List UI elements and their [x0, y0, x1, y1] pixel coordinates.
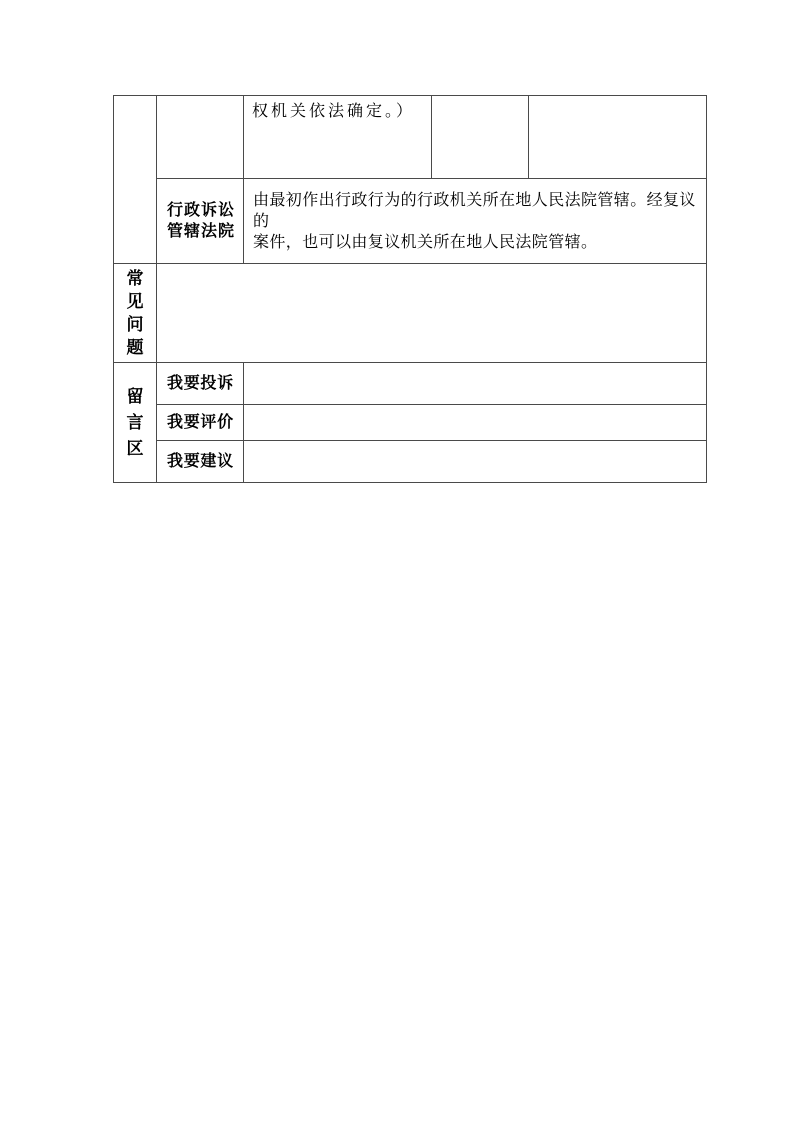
evaluation-label: 我要评价	[157, 405, 244, 441]
litigation-court-label	[157, 179, 244, 264]
left-merged-empty-cell	[114, 96, 157, 264]
complaint-label: 我要投诉	[157, 363, 244, 405]
continuation-empty-cell-2	[529, 96, 706, 179]
message-section-label-text: 留言区	[126, 386, 144, 458]
faq-section-label-text: 常见问题	[126, 269, 144, 357]
faq-content-cell	[157, 264, 706, 363]
litigation-court-content	[244, 179, 706, 264]
evaluation-content-cell	[244, 405, 706, 441]
complaint-content-cell	[244, 363, 706, 405]
faq-section-label	[114, 264, 157, 363]
service-guide-table	[113, 95, 707, 483]
litigation-court-label-line1: 行政诉讼	[167, 202, 236, 219]
continuation-text-cell: 权机关依法确定。）	[244, 96, 432, 179]
suggestion-content-cell	[244, 441, 706, 482]
litigation-court-content-line1: 由最初作出行政行为的行政机关所在地人民法院管辖。经复议的	[253, 191, 696, 230]
message-section-label	[114, 363, 157, 482]
litigation-court-content-line2: 案件，也可以由复议机关所在地人民法院管辖。	[253, 233, 598, 251]
continuation-empty-cell-1	[432, 96, 529, 179]
litigation-court-label-line2: 管辖法院	[167, 223, 236, 240]
continuation-label-empty-cell	[157, 96, 244, 179]
suggestion-label: 我要建议	[157, 441, 244, 482]
